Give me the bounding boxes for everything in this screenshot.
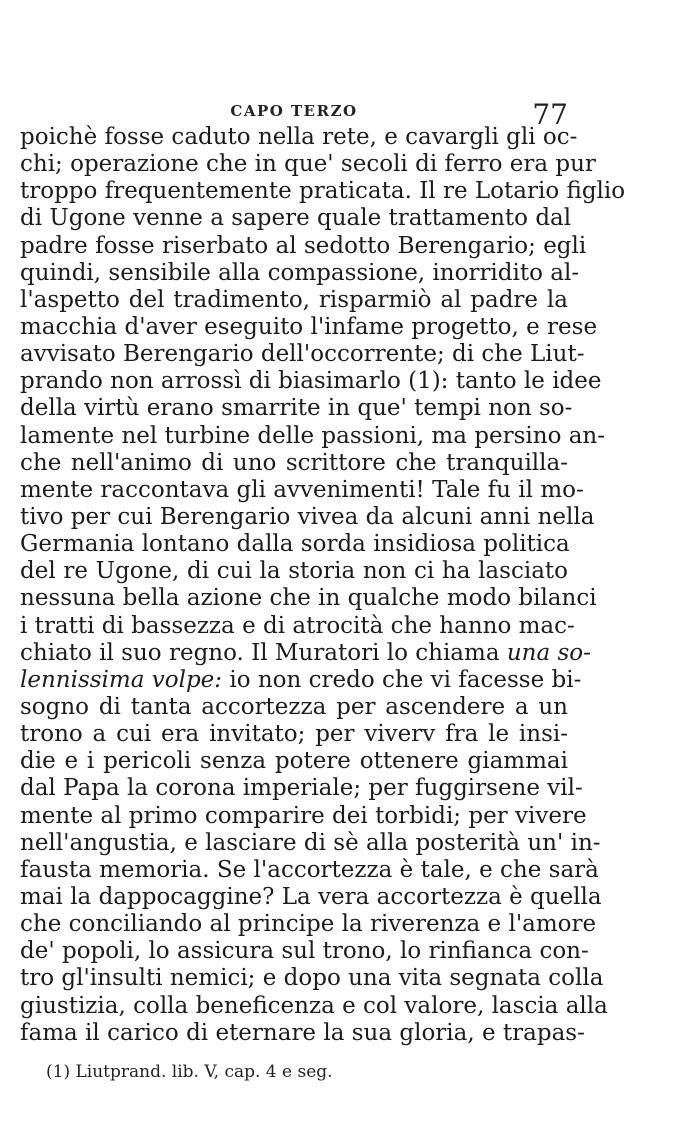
text-line: chiato il suo regno. Il Muratori lo chiama una so- bbox=[20, 639, 591, 666]
text-line: di Ugone venne a sapere quale trattamento dal bbox=[20, 205, 572, 232]
text-line: trono a cui era invitato; per viverv fra le insi- bbox=[20, 721, 568, 748]
text-line: avvisato Berengario dell'occorrente; di che Liut- bbox=[20, 341, 585, 368]
italic-quote: lennissima volpe: bbox=[20, 666, 223, 693]
chapter-title: CAPO TERZO bbox=[230, 102, 358, 120]
text-line: che conciliando al principe la riverenza e l'amore bbox=[20, 911, 597, 938]
text-line: lennissima volpe: io non credo che vi facesse bi- bbox=[20, 666, 582, 693]
text-line: Germania lontano dalla sorda insidiosa politica bbox=[20, 531, 570, 558]
text-line: padre fosse riserbato al sedotto Berengario; egli bbox=[20, 232, 587, 259]
body-text bbox=[20, 124, 626, 1047]
italic-quote: una so- bbox=[506, 639, 591, 666]
text-line: i tratti di bassezza e di atrocità che hanno mac- bbox=[20, 612, 575, 639]
text-line: dal Papa la corona imperiale; per fuggirsene vil- bbox=[20, 775, 583, 802]
text-line: nell'angustia, e lasciare di sè alla posterità un' in- bbox=[20, 829, 601, 856]
text-line: de' popoli, lo assicura sul trono, lo rinfianca con- bbox=[20, 938, 589, 965]
text-line: della virtù erano smarrite in que' tempi non so- bbox=[20, 395, 573, 422]
text-line: del re Ugone, di cui la storia non ci ha lasciato bbox=[20, 558, 568, 585]
text-line: tro gl'insulti nemici; e dopo una vita segnata colla bbox=[20, 965, 604, 992]
text-line: nessuna bella azione che in qualche modo bilanci bbox=[20, 585, 597, 612]
text-line: troppo frequentemente praticata. Il re Lotario figlio bbox=[20, 178, 626, 205]
text-line: macchia d'aver eseguito l'infame progetto, e rese bbox=[20, 313, 598, 340]
text-line: fama il carico di eternare la sua gloria, e trapas- bbox=[20, 1019, 585, 1046]
text-line: mente raccontava gli avvenimenti! Tale fu il mo- bbox=[20, 476, 584, 503]
text-line: sogno di tanta accortezza per ascendere a un bbox=[20, 693, 568, 720]
text-line: che nell'animo di uno scrittore che tranquilla- bbox=[20, 449, 568, 476]
text-line: prando non arrossì di biasimarlo (1): tanto le idee bbox=[20, 368, 602, 395]
text-line: l'aspetto del tradimento, risparmiò al padre la bbox=[20, 286, 568, 313]
page-number: 77 bbox=[532, 98, 568, 131]
text-line: mai la dappocaggine? La vera accortezza è quella bbox=[20, 883, 602, 910]
text-line: chi; operazione che in que' secoli di ferro era pur bbox=[20, 151, 596, 178]
text-line: poichè fosse caduto nella rete, e cavargli gli oc- bbox=[20, 124, 578, 150]
text-line: mente al primo comparire dei torbidi; per vivere bbox=[20, 802, 587, 829]
text-line: fausta memoria. Se l'accortezza è tale, e che sarà bbox=[20, 856, 599, 883]
footnote: (1) Liutprand. lib. V, cap. 4 e seg. bbox=[46, 1062, 333, 1082]
text-line: giustizia, colla beneficenza e col valore, lascia alla bbox=[20, 992, 608, 1019]
text-line: quindi, sensibile alla compassione, inorridito al- bbox=[20, 259, 580, 286]
text-line: tivo per cui Berengario vivea da alcuni anni nella bbox=[20, 503, 595, 530]
text-line: die e i pericoli senza potere ottenere giammai bbox=[20, 748, 568, 775]
text-line: lamente nel turbine delle passioni, ma persino an- bbox=[20, 422, 606, 449]
